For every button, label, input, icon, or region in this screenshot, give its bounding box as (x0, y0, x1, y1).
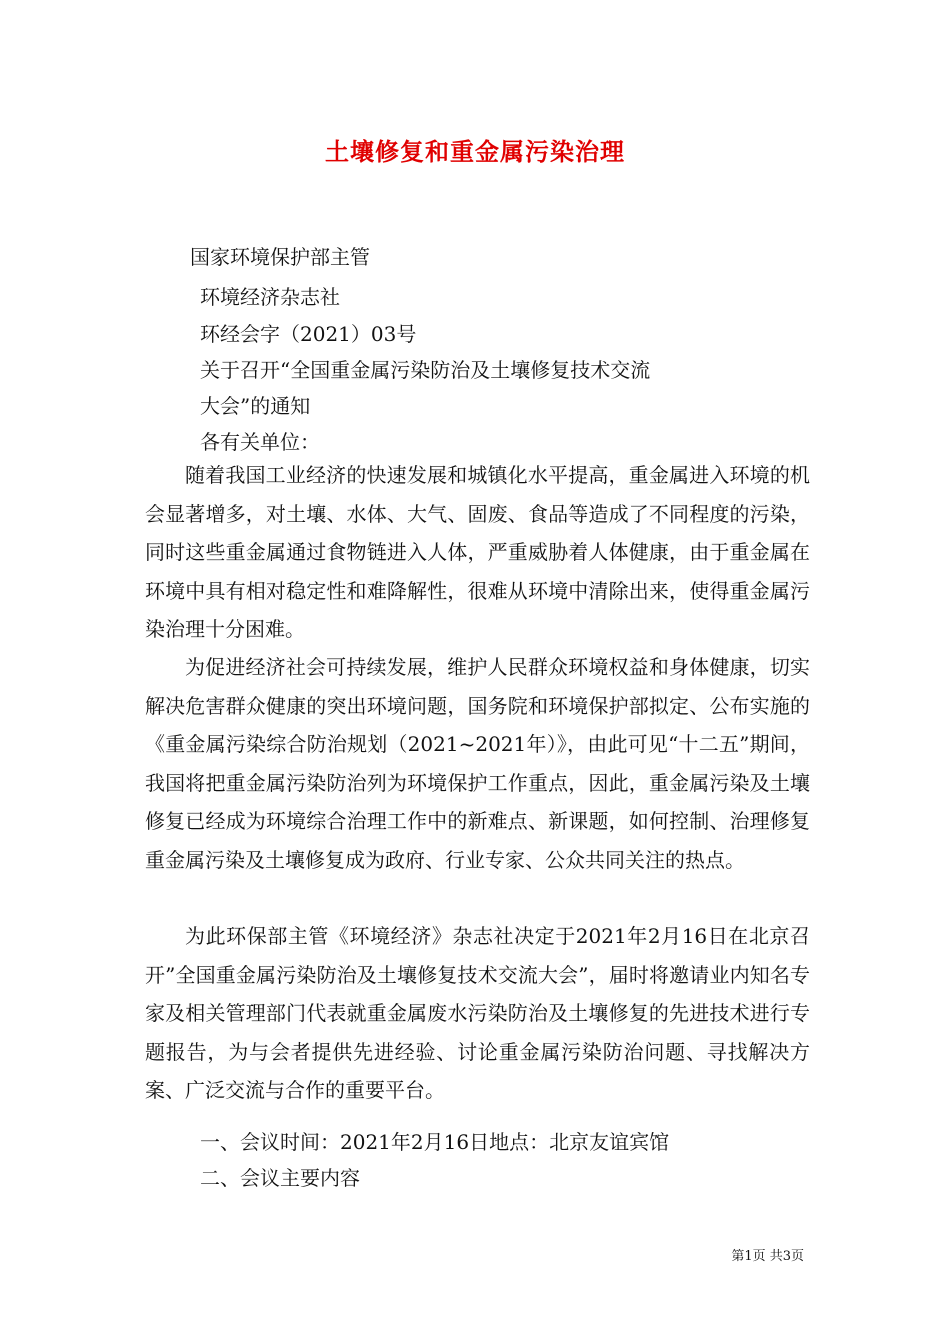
header-line-authority: 国家环境保护部主管 (190, 245, 370, 269)
body-paragraph: 随着我国工业经济的快速发展和城镇化水平提高，重金属进入环境的机会显著增多，对土壤、水体、大气、固废、食品等造成了不同程度的污染，同时这些重金属通过食物链进入人体，严重威胁着人体健康，由于重金属在环境中具有相对稳定性和难降解性，很难从环境中清除出来，使得重金属污染治理十分困难。 (145, 463, 810, 641)
section-meeting-content: 二、会议主要内容 (200, 1166, 360, 1190)
body-paragraph: 为促进经济社会可持续发展，维护人民群众环境权益和身体健康，切实解决危害群众健康的突出环境问题，国务院和环境保护部拟定、公布实施的《重金属污染综合防治规划（2021~2021年）》，由此可见“十二五”期间，我国将把重金属污染防治列为环境保护工作重点，因此，重金属污染及土壤修复已经成为环境综合治理工作中的新难点、新课题，如何控制、治理修复重金属污染及土壤修复成为政府、行业专家、公众共同关注的热点。 (145, 655, 810, 872)
body-paragraph: 为此环保部主管《环境经济》杂志社决定于2021年2月16日在北京召开”全国重金属污染防治及土壤修复技术交流大会”，届时将邀请业内知名专家及相关管理部门代表就重金属废水污染防治及土壤修复的先进技术进行专题报告，为与会者提供先进经验、讨论重金属污染防治问题、寻找解决方案、广泛交流与合作的重要平台。 (145, 924, 810, 1102)
document-title: 土壤修复和重金属污染治理 (325, 137, 625, 166)
header-line-notice-title: 关于召开“全国重金属污染防治及土壤修复技术交流 (200, 358, 651, 382)
header-line-notice-title-cont: 大会”的通知 (200, 394, 311, 418)
page-footer: 第1页 共3页 (731, 1249, 804, 1264)
header-line-salutation: 各有关单位： (200, 430, 320, 454)
header-line-publisher: 环境经济杂志社 (200, 285, 340, 309)
header-line-document-number: 环经会字（2021）03号 (200, 322, 417, 346)
section-meeting-time: 一、会议时间：2021年2月16日地点：北京友谊宾馆 (200, 1130, 670, 1154)
